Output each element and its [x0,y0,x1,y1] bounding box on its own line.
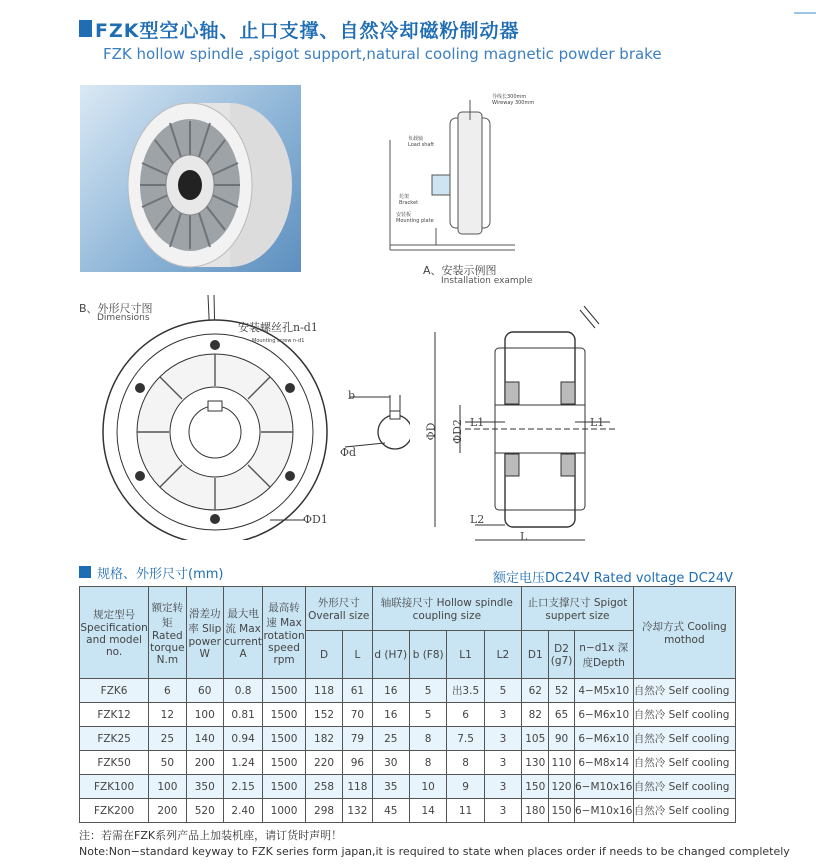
header-d: d (H7) [372,631,409,679]
cell-L1: 11 [447,799,484,823]
cell-L2: 3 [484,703,521,727]
cell-torque: 6 [149,679,186,703]
cell-d: 35 [372,775,409,799]
corner-rule [794,12,816,14]
load-shaft-label-en: Load shaft [408,142,435,148]
note-cn: 注：若需在FZK系列产品上加装机座，请订货时声明！ [79,829,343,842]
cell-L: 118 [343,775,372,799]
cell-b: 14 [409,799,446,823]
cell-model: FZK50 [80,751,149,775]
cell-torque: 100 [149,775,186,799]
header-D2: D2 (g7) [549,631,574,679]
dim-label-l1-right: L1 [590,416,605,429]
section-title: 规格、外形尺寸(mm) [97,567,224,582]
dim-label-d2: ΦD2 [450,419,464,444]
cell-L2: 5 [484,679,521,703]
cell-L1: 7.5 [447,727,484,751]
cell-nd1: 6−M10x16 [574,775,633,799]
spec-table-body [80,679,736,823]
cell-model: FZK200 [80,799,149,823]
cell-cooling: 自然冷 Self cooling [633,799,735,823]
cell-D2: 150 [549,799,574,823]
cell-cooling: 自然冷 Self cooling [633,751,735,775]
cell-slip: 100 [186,703,223,727]
dim-label-l: L [520,530,528,543]
cell-D1: 62 [522,679,549,703]
cell-D1: 82 [522,703,549,727]
cell-L1: 出3.5 [447,679,484,703]
cell-slip: 140 [186,727,223,751]
header-L: L [343,631,372,679]
header-D1: D1 [522,631,549,679]
header-overall: 外形尺寸 Overall size [305,587,372,631]
header-torque: 额定转矩 Rated torque N.m [149,587,186,679]
cell-current: 0.81 [223,703,262,727]
cell-b: 5 [409,703,446,727]
cell-d: 30 [372,751,409,775]
cell-L2: 3 [484,751,521,775]
cell-D1: 150 [522,775,549,799]
title-marker [79,20,92,37]
dimensions-caption: B、外形尺寸图 [79,302,153,315]
cell-current: 0.8 [223,679,262,703]
cell-torque: 12 [149,703,186,727]
cell-L1: 9 [447,775,484,799]
header-current: 最大电流 Max current A [223,587,262,679]
cell-D: 118 [305,679,342,703]
dim-label-big-d: ΦD [424,422,438,441]
cell-D: 220 [305,751,342,775]
cell-D2: 52 [549,679,574,703]
table-row [80,775,736,799]
cell-L: 132 [343,799,372,823]
cell-D2: 65 [549,703,574,727]
cell-torque: 25 [149,727,186,751]
install-caption-en: Installation example [441,276,533,286]
cell-D: 182 [305,727,342,751]
mounting-plate-label-en: Mounting plate [396,218,434,224]
cell-L: 79 [343,727,372,751]
mounting-screw-label-en: Mounting screw n-d1 [252,338,305,344]
cell-slip: 350 [186,775,223,799]
cell-model: FZK100 [80,775,149,799]
cell-speed: 1000 [263,799,306,823]
bracket-label: 托架 [399,194,410,200]
mounting-screw-label: 安装螺丝孔n-d1 [238,321,318,334]
header-L2: L2 [484,631,521,679]
table-row [80,703,736,727]
cell-cooling: 自然冷 Self cooling [633,679,735,703]
cell-b: 10 [409,775,446,799]
cell-nd1: 6−M6x10 [574,703,633,727]
cell-D: 298 [305,799,342,823]
product-photo [80,85,301,272]
cell-D2: 90 [549,727,574,751]
cell-D1: 180 [522,799,549,823]
dim-label-small-d: Φd [340,446,357,459]
cell-current: 2.40 [223,799,262,823]
cell-torque: 50 [149,751,186,775]
cell-D: 258 [305,775,342,799]
cell-slip: 520 [186,799,223,823]
cell-nd1: 4−M5x10 [574,679,633,703]
cell-d: 45 [372,799,409,823]
header-spigot: 止口支撑尺寸 Spigot suppert size [522,587,634,631]
cell-b: 8 [409,751,446,775]
cell-D2: 120 [549,775,574,799]
spec-table [79,586,736,823]
cell-model: FZK12 [80,703,149,727]
header-speed: 最高转速 Max rotation speed rpm [263,587,306,679]
dim-label-d1: ΦD1 [303,513,328,526]
cell-nd1: 6−M6x10 [574,727,633,751]
cell-L: 61 [343,679,372,703]
load-shaft-label: 负载轴 [408,136,424,142]
cell-d: 25 [372,727,409,751]
wireway-label: 导线长300mm [492,94,527,100]
cell-L1: 8 [447,751,484,775]
page-subtitle: FZK hollow spindle ,spigot support,natural cooling magnetic powder brake [103,45,662,63]
cell-cooling: 自然冷 Self cooling [633,703,735,727]
header-nd1: n−d1x 深度Depth [574,631,633,679]
dim-label-l2: L2 [470,513,485,526]
cell-current: 0.94 [223,727,262,751]
page-title: FZK型空心轴、止口支撑、自然冷却磁粉制动器 [95,20,520,42]
cell-D2: 110 [549,751,574,775]
cell-L: 70 [343,703,372,727]
table-row [80,799,736,823]
header-b: b (F8) [409,631,446,679]
cell-slip: 200 [186,751,223,775]
bracket-label-en: Bracket [399,200,419,206]
mounting-plate-label: 安装板 [396,212,412,218]
cell-L2: 3 [484,727,521,751]
cell-speed: 1500 [263,775,306,799]
cell-torque: 200 [149,799,186,823]
header-cooling: 冷却方式 Cooling mothod [633,587,735,679]
cell-speed: 1500 [263,703,306,727]
cell-model: FZK25 [80,727,149,751]
cell-speed: 1500 [263,679,306,703]
cell-d: 16 [372,703,409,727]
cell-slip: 60 [186,679,223,703]
table-row [80,727,736,751]
cell-current: 2.15 [223,775,262,799]
cell-L1: 6 [447,703,484,727]
cell-b: 8 [409,727,446,751]
cell-cooling: 自然冷 Self cooling [633,775,735,799]
table-row [80,679,736,703]
cell-D: 152 [305,703,342,727]
cell-L2: 3 [484,799,521,823]
cell-model: FZK6 [80,679,149,703]
header-D: D [305,631,342,679]
rated-voltage: 额定电压DC24V Rated voltage DC24V [493,571,734,586]
install-caption: A、安装示例图 [423,264,497,277]
cell-nd1: 6−M10x16 [574,799,633,823]
cell-speed: 1500 [263,751,306,775]
note-en: Note:Non−standard keyway to FZK series form japan,it is required to state when places order if needs to be changed completely [79,845,790,858]
dim-label-l1-left: L1 [470,416,485,429]
wireway-label-en: Wireway 300mm [492,100,535,106]
header-coupling: 轴联接尺寸 Hollow spindle coupling size [372,587,522,631]
section-marker [79,566,91,578]
table-row [80,751,736,775]
cell-D1: 130 [522,751,549,775]
installation-diagram [380,90,550,260]
cell-speed: 1500 [263,727,306,751]
header-model: 规定型号 Specification and model no. [80,587,149,679]
cell-b: 5 [409,679,446,703]
dimensions-caption-en: Dimensions [97,313,150,323]
cell-nd1: 6−M8x14 [574,751,633,775]
cell-current: 1.24 [223,751,262,775]
cell-L: 96 [343,751,372,775]
cell-d: 16 [372,679,409,703]
cell-cooling: 自然冷 Self cooling [633,727,735,751]
cell-D1: 105 [522,727,549,751]
cell-L2: 3 [484,775,521,799]
dim-label-b: b [348,389,356,402]
header-L1: L1 [447,631,484,679]
header-slip: 滑差功率 Slip power W [186,587,223,679]
